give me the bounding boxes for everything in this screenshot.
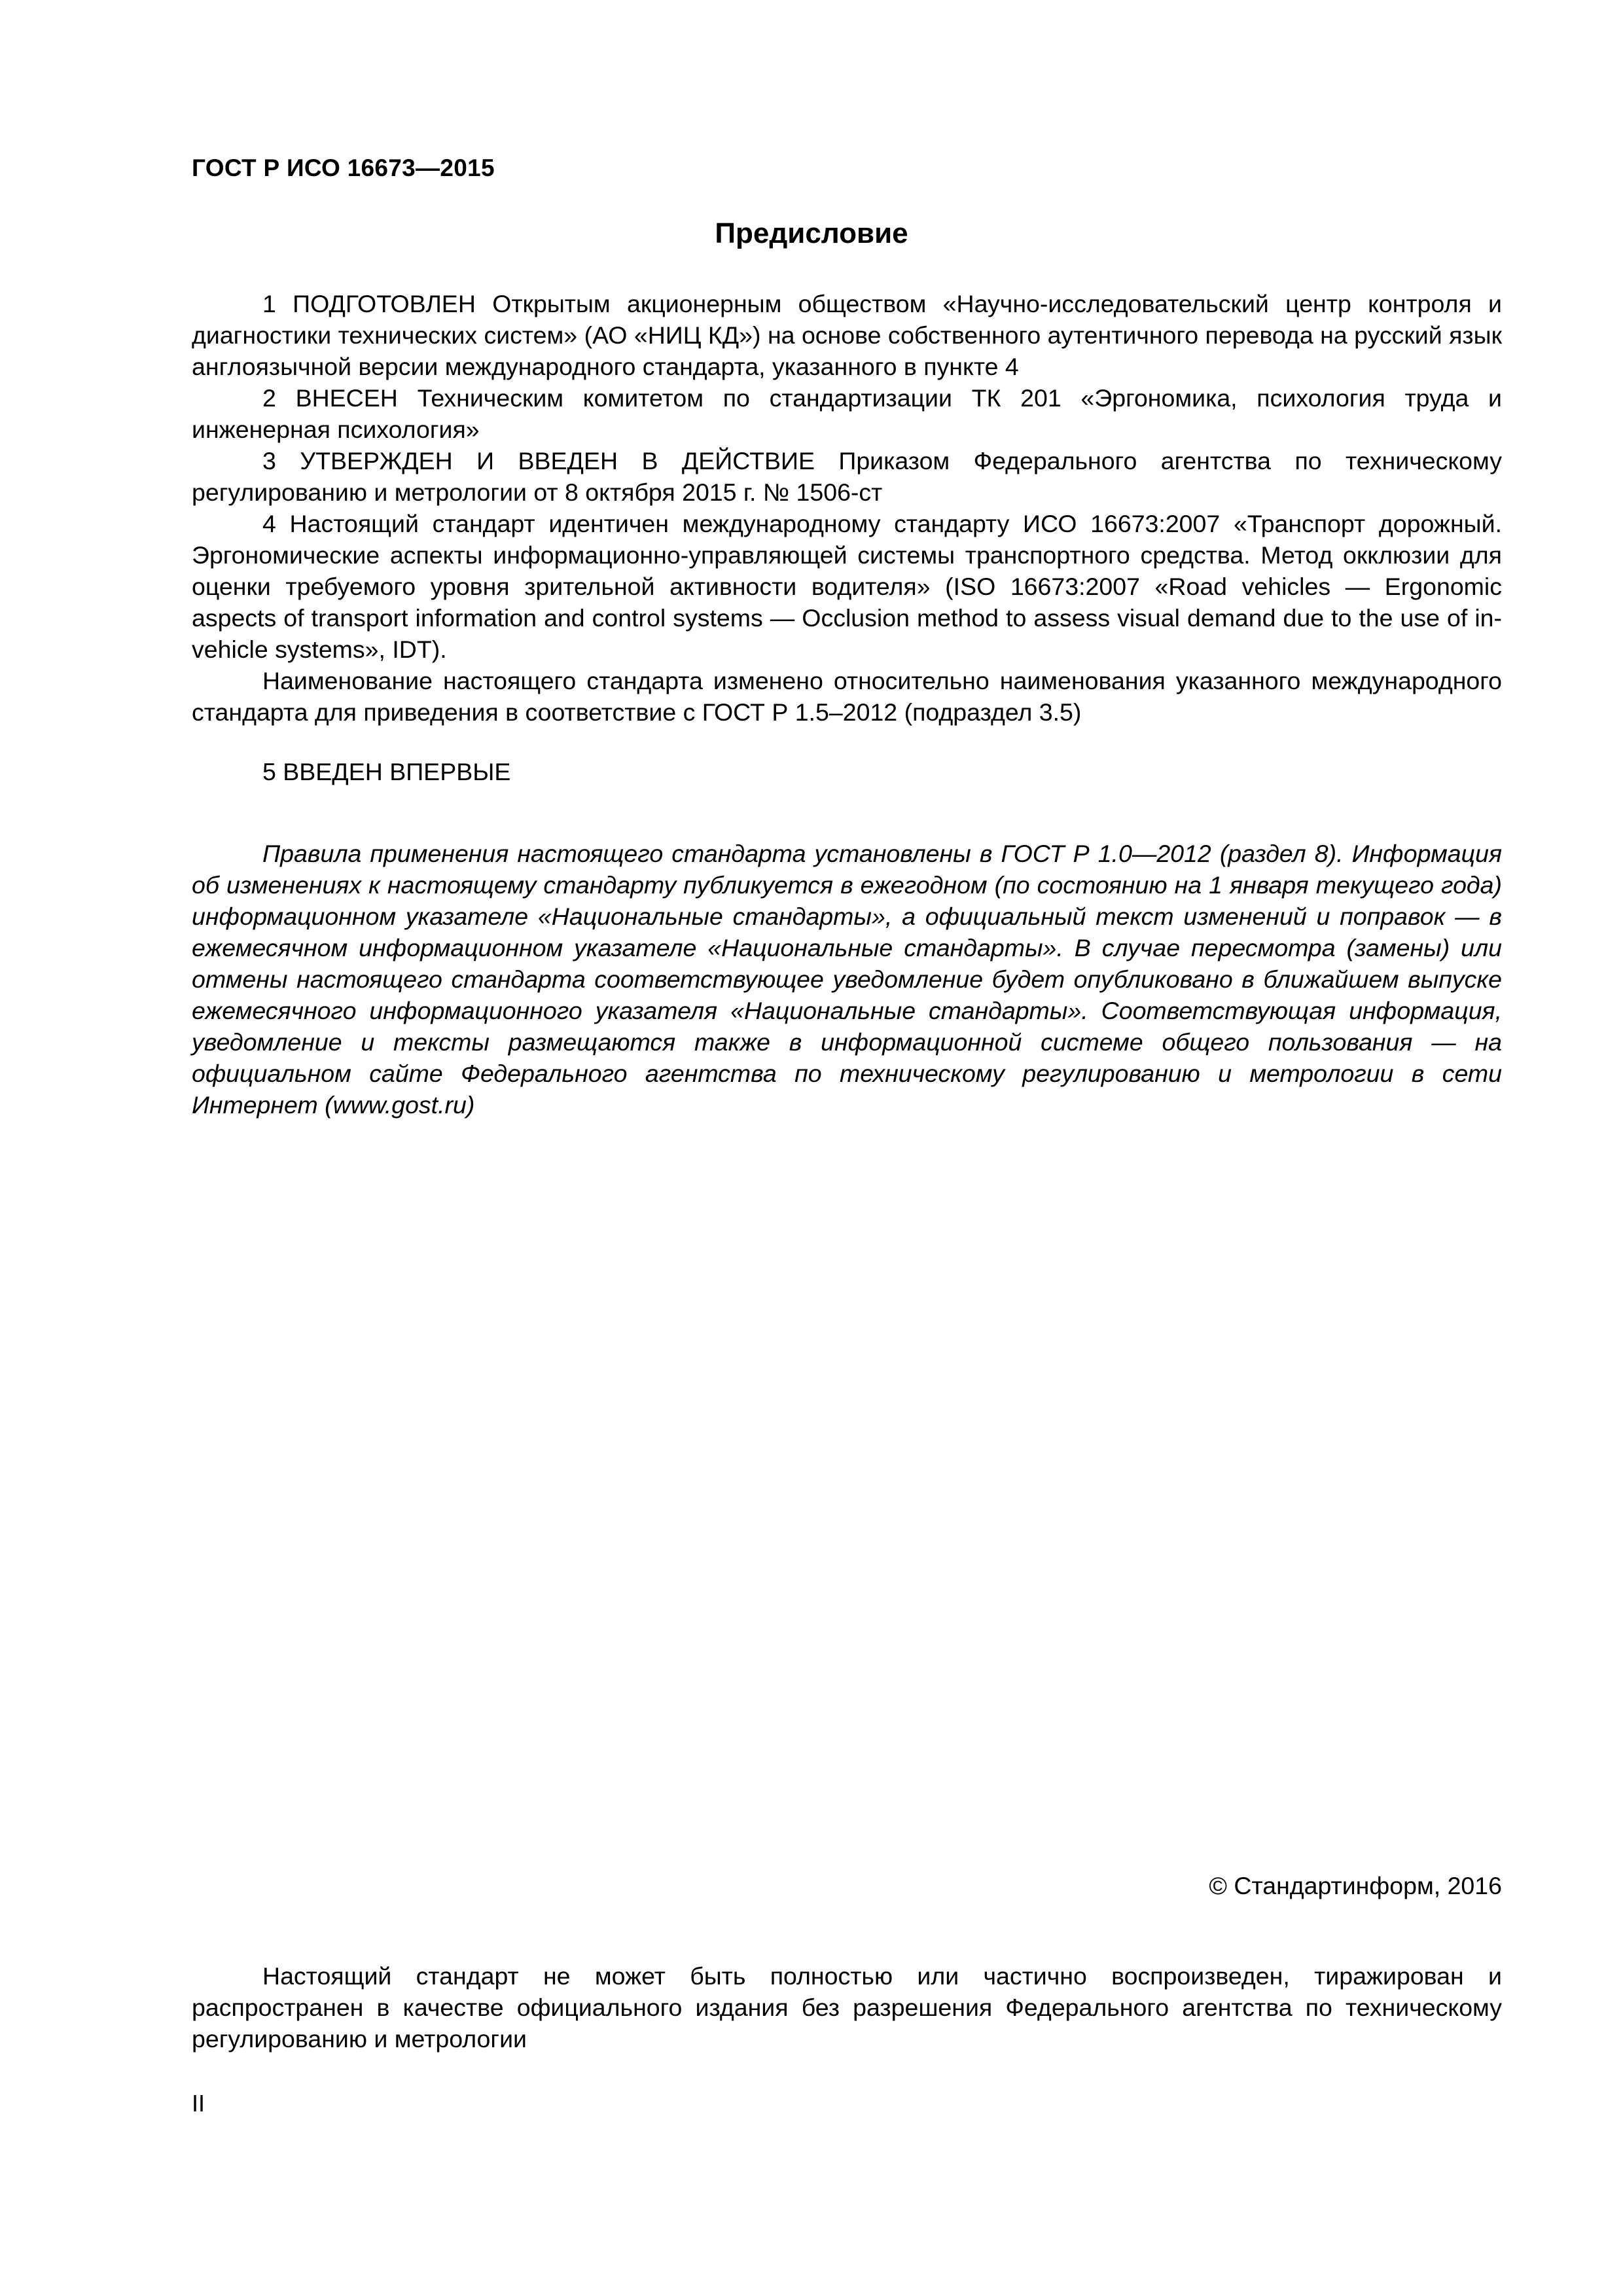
foreword-item-4: 4 Настоящий стандарт идентичен международному стандарту ИСО 16673:2007 «Транспорт дорожный. Эргономические аспекты информационно-управляющей системы транспортного средства. Метод окклюзии для оценки требуемого уровня зрительной активности водителя» (ISO 16673:2007 «Road vehicles — Ergonomic aspects of transport information and control systems — Occlusion method to assess visual demand due to the use of in-vehicle systems», IDT). <box>192 510 1502 663</box>
foreword-item-3: 3 УТВЕРЖДЕН И ВВЕДЕН В ДЕЙСТВИЕ Приказом Федерального агентства по техническому регулированию и метрологии от 8 октября 2015 г. № 1506-ст <box>192 447 1502 506</box>
foreword-item-5-block <box>192 756 1502 787</box>
reproduction-notice: Настоящий стандарт не может быть полностью или частично воспроизведен, тиражирован и распространен в качестве официального издания без разрешения Федерального агентства по техническому регулированию и метрологии <box>192 1962 1502 2053</box>
foreword-title: Предисловие <box>715 217 908 249</box>
foreword-items <box>192 288 1502 728</box>
copyright-notice: © Стандартинформ, 2016 <box>1209 1872 1502 1899</box>
foreword-item-5: 5 ВВЕДЕН ВПЕРВЫЕ <box>262 758 511 785</box>
foreword-item-2: 2 ВНЕСЕН Техническим комитетом по стандартизации ТК 201 «Эргономика, психология труда и инженерная психология» <box>192 384 1502 443</box>
rules-notice-block <box>192 838 1502 1121</box>
standard-designation: ГОСТ Р ИСО 16673—2015 <box>192 154 495 181</box>
foreword-item-1: 1 ПОДГОТОВЛЕН Открытым акционерным обществом «Научно-исследовательский центр контроля и диагностики технических систем» (АО «НИЦ КД») на основе собственного аутентичного перевода на русский язык англоязычной версии международного стандарта, указанного в пункте 4 <box>192 290 1502 380</box>
page-number: II <box>192 2090 205 2117</box>
foreword-item-4-note: Наименование настоящего стандарта изменено относительно наименования указанного международного стандарта для приведения в соответствие с ГОСТ Р 1.5–2012 (подраздел 3.5) <box>192 667 1502 726</box>
reproduction-notice-block <box>192 1960 1502 2054</box>
rules-notice: Правила применения настоящего стандарта установлены в ГОСТ Р 1.0—2012 (раздел 8). Информация об изменениях к настоящему стандарту публикуется в ежегодном (по состоянию на 1 января текущего года) информационном указателе «Национальные стандарты», а официальный текст изменений и поправок — в ежемесячном информационном указателе «Национальные стандарты». В случае пересмотра (замены) или отмены настоящего стандарта соответствующее уведомление будет опубликовано в ближайшем выпуске ежемесячного информационного указателя «Национальные стандарты». Соответствующая информация, уведомление и тексты размещаются также в информационной системе общего пользования — на официальном сайте Федерального агентства по техническому регулированию и метрологии в сети Интернет (www.gost.ru) <box>192 840 1502 1119</box>
